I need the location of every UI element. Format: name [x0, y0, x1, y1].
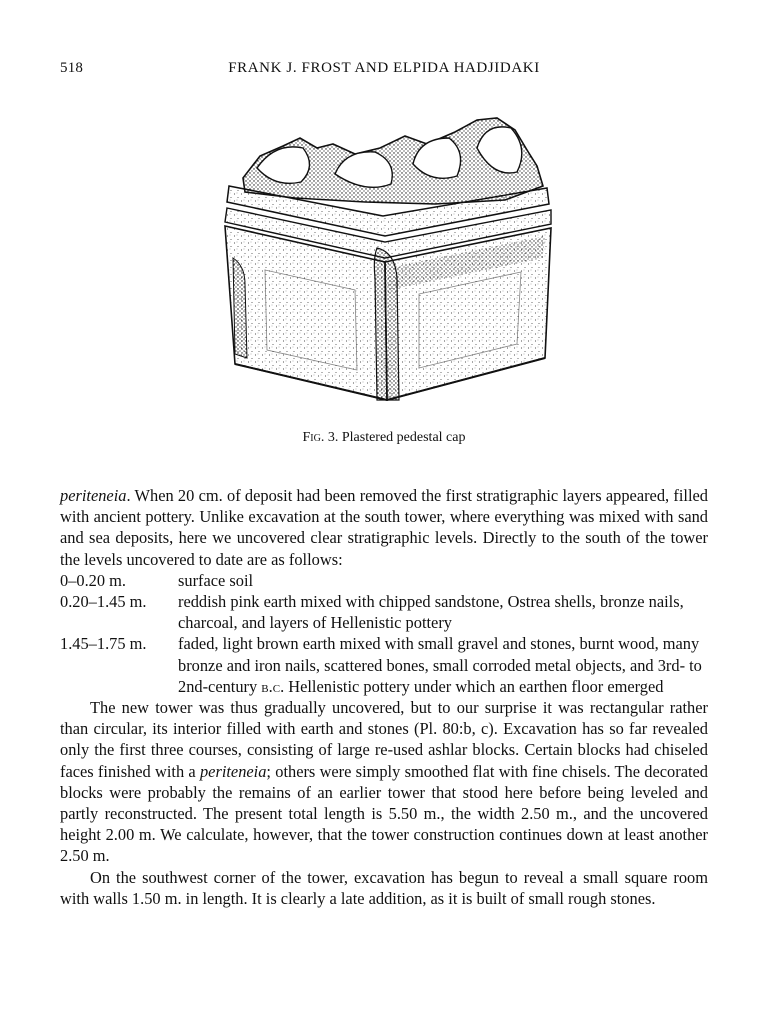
italic-term: periteneia	[199, 761, 267, 781]
paragraph-1-text: . When 20 cm. of deposit had been removed the first stratigraphic layers appeared, filled with ancient pottery. Unlike excavation at the south tower, where everything was mixed with sand and sea deposits, here we uncovered clear stratigraphic levels. Directly to the south of the tower the levels uncovered to date are as follows:	[60, 486, 708, 569]
figure-caption	[0, 430, 768, 446]
level-row	[60, 570, 708, 591]
stratigraphic-levels-list	[60, 570, 708, 697]
pedestal-cap-illustration	[205, 108, 565, 418]
paragraph-2-text-b: ; others were simply smoothed flat with fine chisels. The decorated blocks were probably the remains of an earlier tower that stood here before being leveled and partly reconstructed. The present total length is 5.50 m., the width 2.50 m., and the uncovered height 2.00 m. We calculate, however, that the tower construction continues down at least another 2.50 m.	[60, 761, 708, 866]
level-row	[60, 633, 708, 697]
level-range: 0.20–1.45 m.	[60, 592, 147, 612]
page-number: 518	[60, 60, 84, 76]
level-description: reddish pink earth mixed with chipped sandstone, Ostrea shells, bronze nails, charcoal, and layers of Hellenistic pottery	[178, 592, 684, 633]
level-description-part: Hellenistic pottery under which an earthen floor emerged	[284, 676, 664, 696]
figure-label: Fig. 3.	[302, 430, 339, 445]
italic-term: periteneia	[60, 486, 127, 505]
level-row	[60, 591, 708, 633]
paragraph-2	[60, 697, 708, 867]
running-head: FRANK J. FROST AND ELPIDA HADJIDAKI	[228, 60, 540, 76]
figure-pedestal-cap	[205, 108, 565, 418]
level-range: 0–0.20 m.	[60, 570, 127, 590]
paragraph-3: On the southwest corner of the tower, excavation has begun to reveal a small square room with walls 1.50 m. in length. It is clearly a late addition, as it is built of small rough stones.	[60, 867, 708, 908]
article-body	[60, 485, 708, 909]
level-description-part: faded, light brown earth mixed with small gravel and stones, burnt wood, many bronze and iron nails, scattered bones, small corroded metal objects, and 3rd- to 2nd-century	[178, 634, 702, 696]
era-abbreviation: b.c.	[261, 676, 285, 696]
paragraph-1	[60, 485, 708, 570]
level-description	[178, 633, 708, 697]
level-description: surface soil	[178, 570, 254, 590]
paragraph-2-text-a: The new tower was thus gradually uncovered, but to our surprise it was rectangular rather than circular, its interior filled with earth and stones (Pl. 80:b, c). Excavation has so far revealed only the first three courses, consisting of large re-used ashlar blocks. Certain blocks had chiseled faces finished with a	[60, 698, 708, 781]
level-range: 1.45–1.75 m.	[60, 634, 147, 654]
figure-caption-text: Plastered pedestal cap	[341, 430, 466, 445]
